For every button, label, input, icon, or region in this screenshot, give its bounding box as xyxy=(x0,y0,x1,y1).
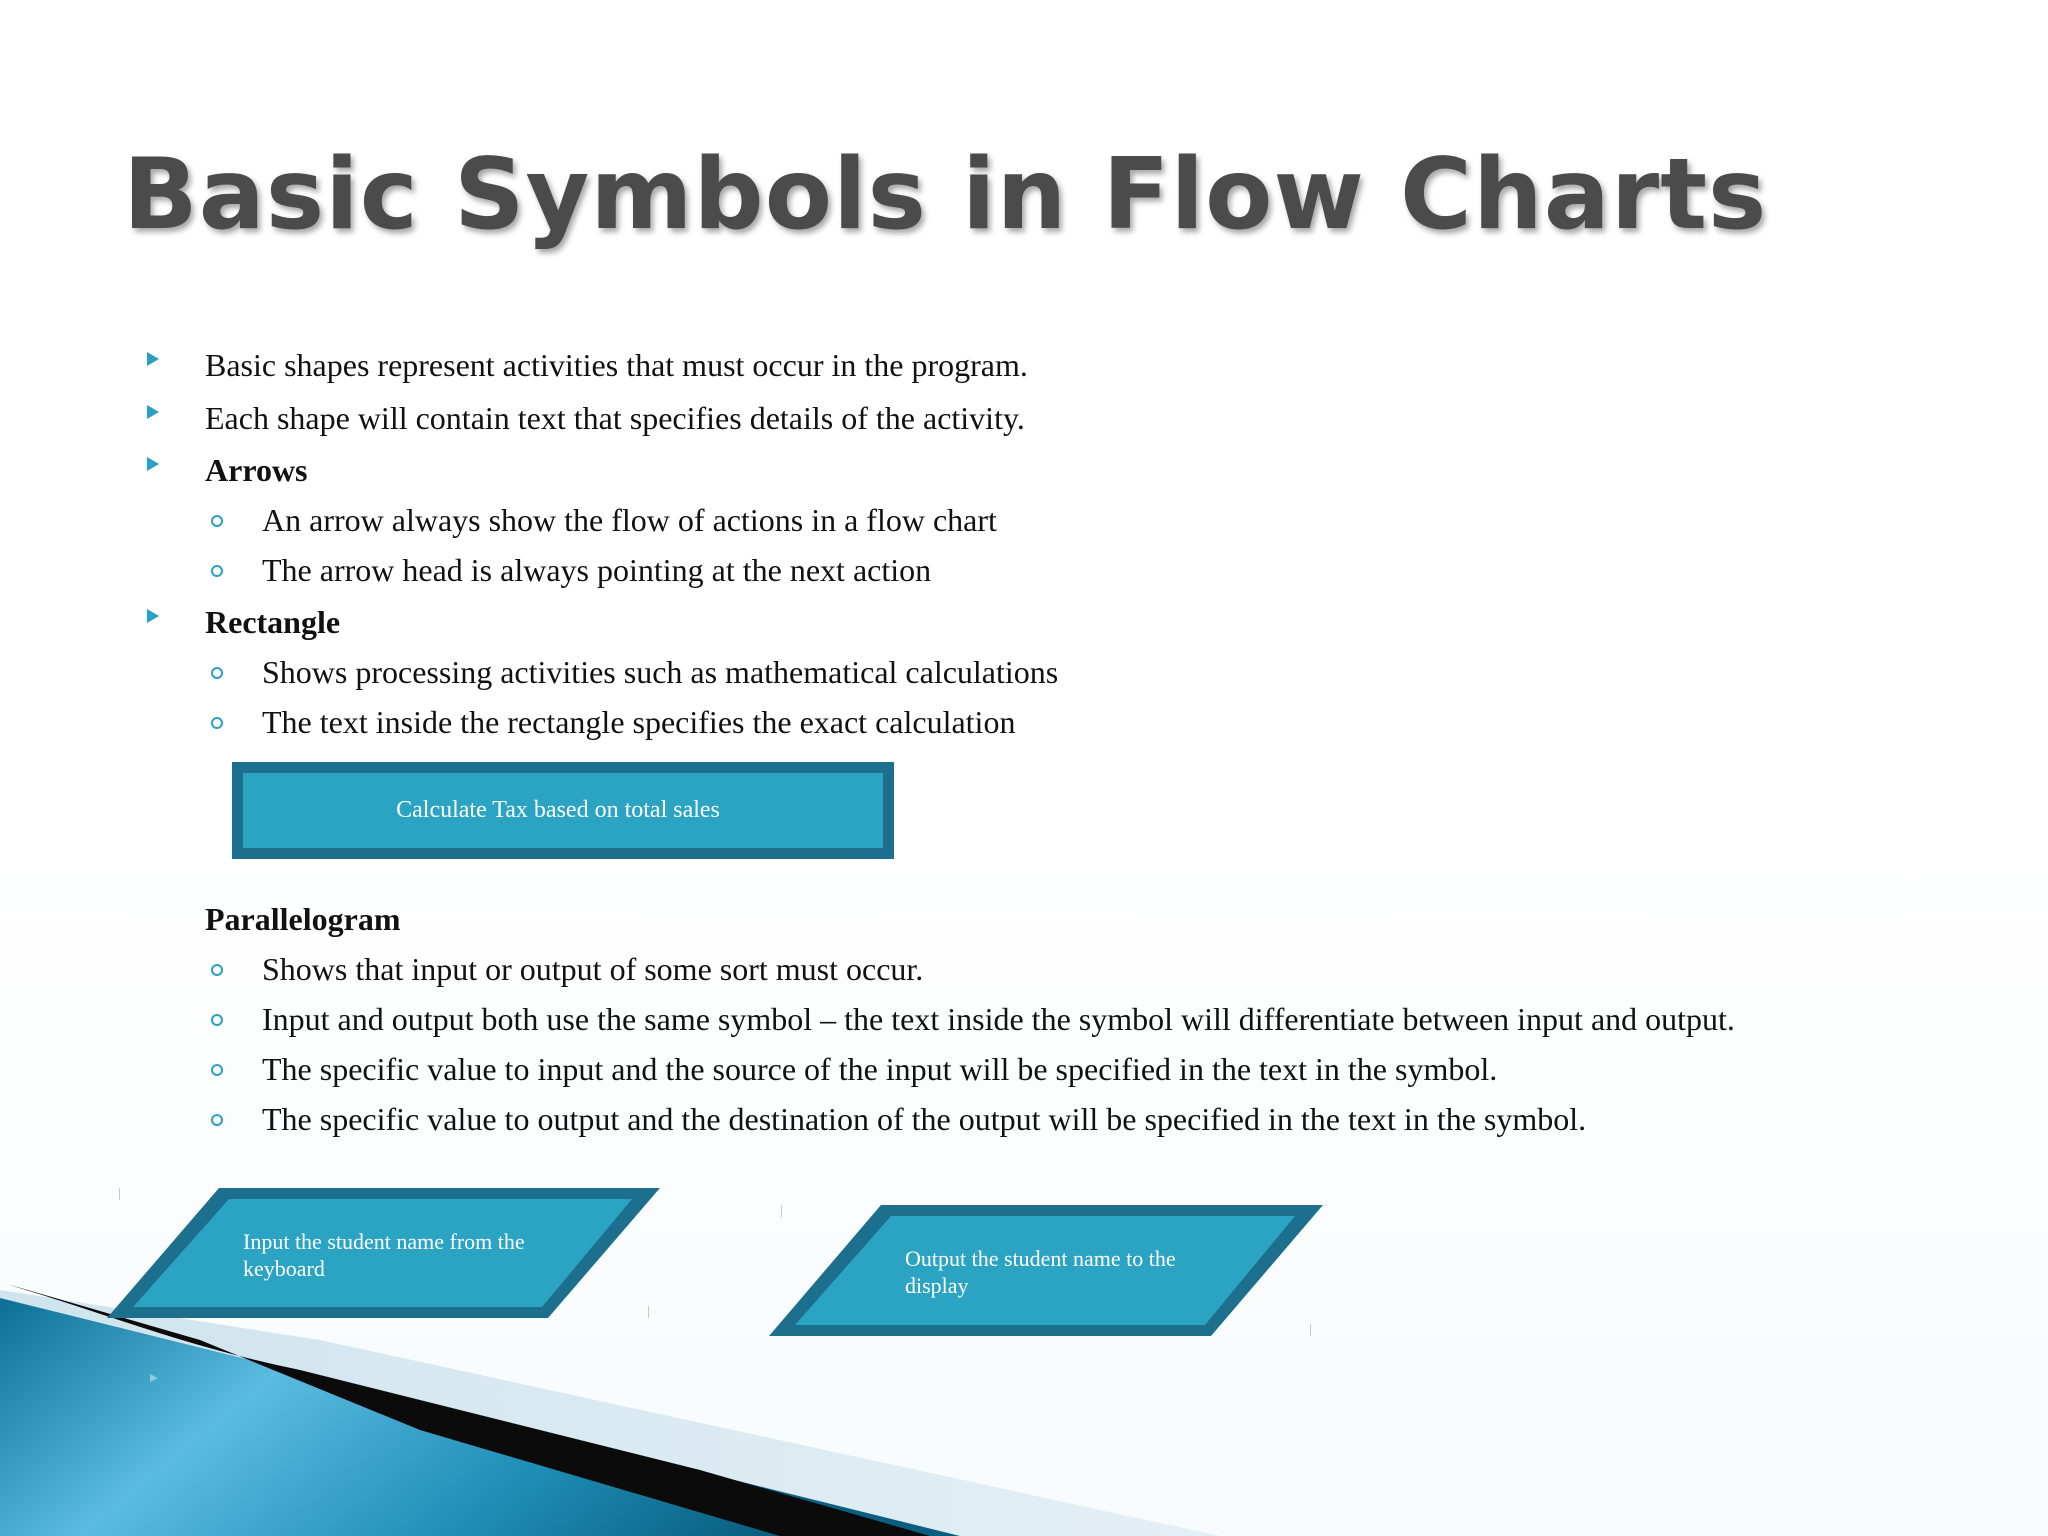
bullet-text: Each shape will contain text that specifies details of the activity. xyxy=(205,400,1025,436)
arrows-point: The arrow head is always pointing at the next action xyxy=(262,552,932,588)
parallelogram-point: Shows that input or output of some sort must occur. xyxy=(262,951,924,987)
output-parallelogram-label: Output the student name to the display xyxy=(905,1246,1176,1298)
rectangle-point: Shows processing activities such as mathematical calculations xyxy=(262,654,1059,690)
bullet-text: Basic shapes represent activities that must occur in the program. xyxy=(205,347,1028,383)
parallelogram-heading: Parallelogram xyxy=(205,901,401,937)
selection-tick-mark xyxy=(648,1306,649,1318)
input-parallelogram-label: Input the student name from the keyboard xyxy=(243,1229,525,1281)
parallelogram-point: The specific value to input and the source of the input will be specified in the text in the symbol. xyxy=(262,1051,1498,1087)
process-rectangle-label: Calculate Tax based on total sales xyxy=(396,797,720,823)
selection-tick-mark xyxy=(781,1205,782,1217)
arrows-point: An arrow always show the flow of actions in a flow chart xyxy=(262,502,997,538)
parallelogram-point: The specific value to output and the destination of the output will be specified in the text in the symbol. xyxy=(262,1101,1587,1137)
rectangle-heading: Rectangle xyxy=(205,604,341,640)
parallelogram-point: Input and output both use the same symbol – the text inside the symbol will differentiate between input and output. xyxy=(262,1001,1735,1037)
selection-tick-mark xyxy=(119,1188,120,1200)
selection-tick-mark xyxy=(1310,1324,1311,1336)
arrows-heading: Arrows xyxy=(205,452,308,488)
rectangle-point: The text inside the rectangle specifies the exact calculation xyxy=(262,704,1016,740)
slide-title: Basic Symbols in Flow Charts xyxy=(123,138,1768,252)
